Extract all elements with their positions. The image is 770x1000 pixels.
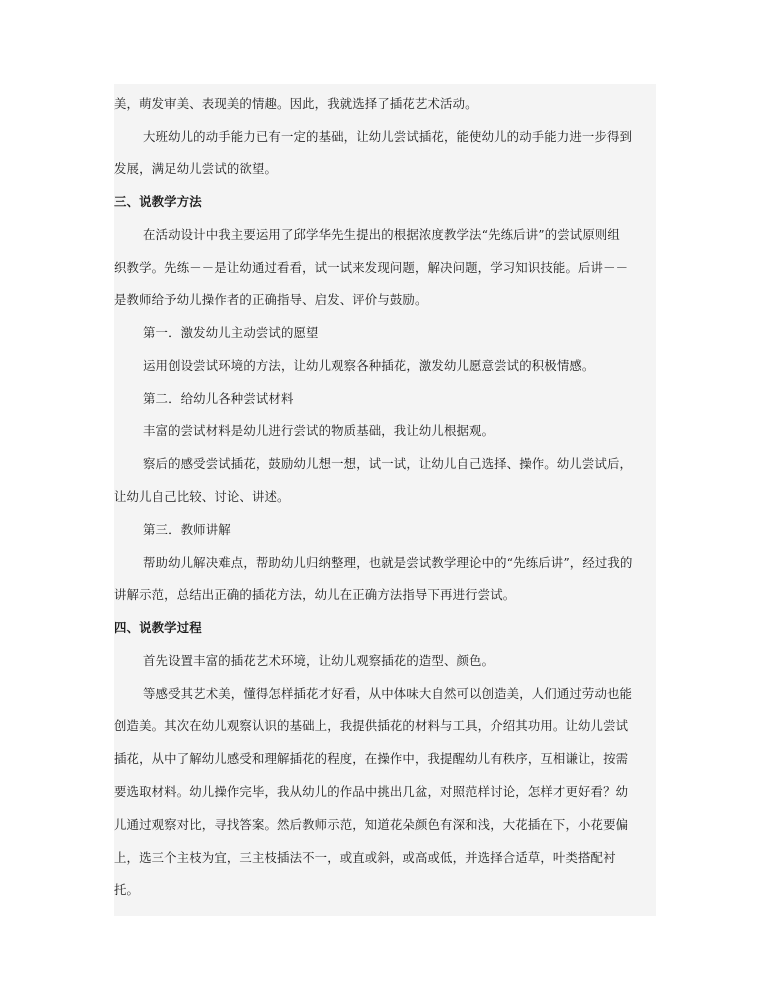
list-item-third: 第三．教师讲解 (143, 522, 231, 537)
paragraph-line: 美，萌发审美、表现美的情趣。因此，我就选择了插花艺术活动。 (114, 96, 478, 111)
paragraph-line: 丰富的尝试材料是幼儿进行尝试的物质基础，我让幼儿根据观。 (143, 423, 495, 438)
paragraph-line: 大班幼儿的动手能力已有一定的基础，让幼儿尝试插花，能使幼儿的动手能力进一步得到 (143, 129, 633, 144)
paragraph-line: 儿通过观察对比，寻找答案。然后教师示范，知道花朵颜色有深和浅，大花插在下，小花要偏 (114, 817, 629, 832)
list-item-first: 第一．激发幼儿主动尝试的愿望 (143, 325, 319, 340)
paragraph-line: 帮助幼儿解决难点，帮助幼儿归纳整理，也就是尝试教学理论中的“先练后讲”，经过我的 (143, 555, 633, 570)
paragraph-line: 让幼儿自己比较、讨论、讲述。 (114, 489, 290, 504)
paragraph-line: 发展，满足幼儿尝试的欲望。 (114, 161, 278, 176)
paragraph-line: 讲解示范，总结出正确的插花方法，幼儿在正确方法指导下再进行尝试。 (114, 587, 516, 602)
list-item-second: 第二．给幼儿各种尝试材料 (143, 391, 294, 406)
paragraph-line: 首先设置丰富的插花艺术环境，让幼儿观察插花的造型、颜色。 (143, 653, 495, 668)
paragraph-line: 是教师给予幼儿操作者的正确指导、启发、评价与鼓励。 (114, 292, 428, 307)
paragraph-line: 等感受其艺术美，懂得怎样插花才好看，从中体味大自然可以创造美，人们通过劳动也能 (143, 686, 633, 701)
paragraph-line: 察后的感受尝试插花，鼓励幼儿想一想，试一试，让幼儿自己选择、操作。幼儿尝试后， (143, 456, 633, 471)
paragraph-line: 要选取材料。幼儿操作完毕，我从幼儿的作品中挑出几盆，对照范样讨论，怎样才更好看？幼 (114, 784, 629, 799)
section-heading-teaching-method: 三、说教学方法 (114, 194, 202, 209)
document-page (114, 84, 656, 916)
paragraph-line: 运用创设尝试环境的方法，让幼儿观察各种插花，激发幼儿愿意尝试的积极情感。 (143, 358, 595, 373)
paragraph-line: 织教学。先练－－是让幼通过看看，试一试来发现问题，解决问题，学习知识技能。后讲－－ (114, 260, 629, 275)
paragraph-line: 在活动设计中我主要运用了邱学华先生提出的根据浓度教学法“先练后讲”的尝试原则组 (143, 227, 620, 242)
paragraph-line: 上，选三个主枝为宜，三主枝插法不一，或直或斜，或高或低，并选择合适草，叶类搭配衬 (114, 850, 616, 865)
paragraph-line: 创造美。其次在幼儿观察认识的基础上，我提供插花的材料与工具，介绍其功用。让幼儿尝试 (114, 718, 629, 733)
paragraph-line: 插花，从中了解幼儿感受和理解插花的程度，在操作中，我提醒幼儿有秩序，互相谦让，按需 (114, 751, 629, 766)
section-heading-teaching-process: 四、说教学过程 (114, 620, 202, 635)
paragraph-line: 托。 (114, 882, 140, 897)
